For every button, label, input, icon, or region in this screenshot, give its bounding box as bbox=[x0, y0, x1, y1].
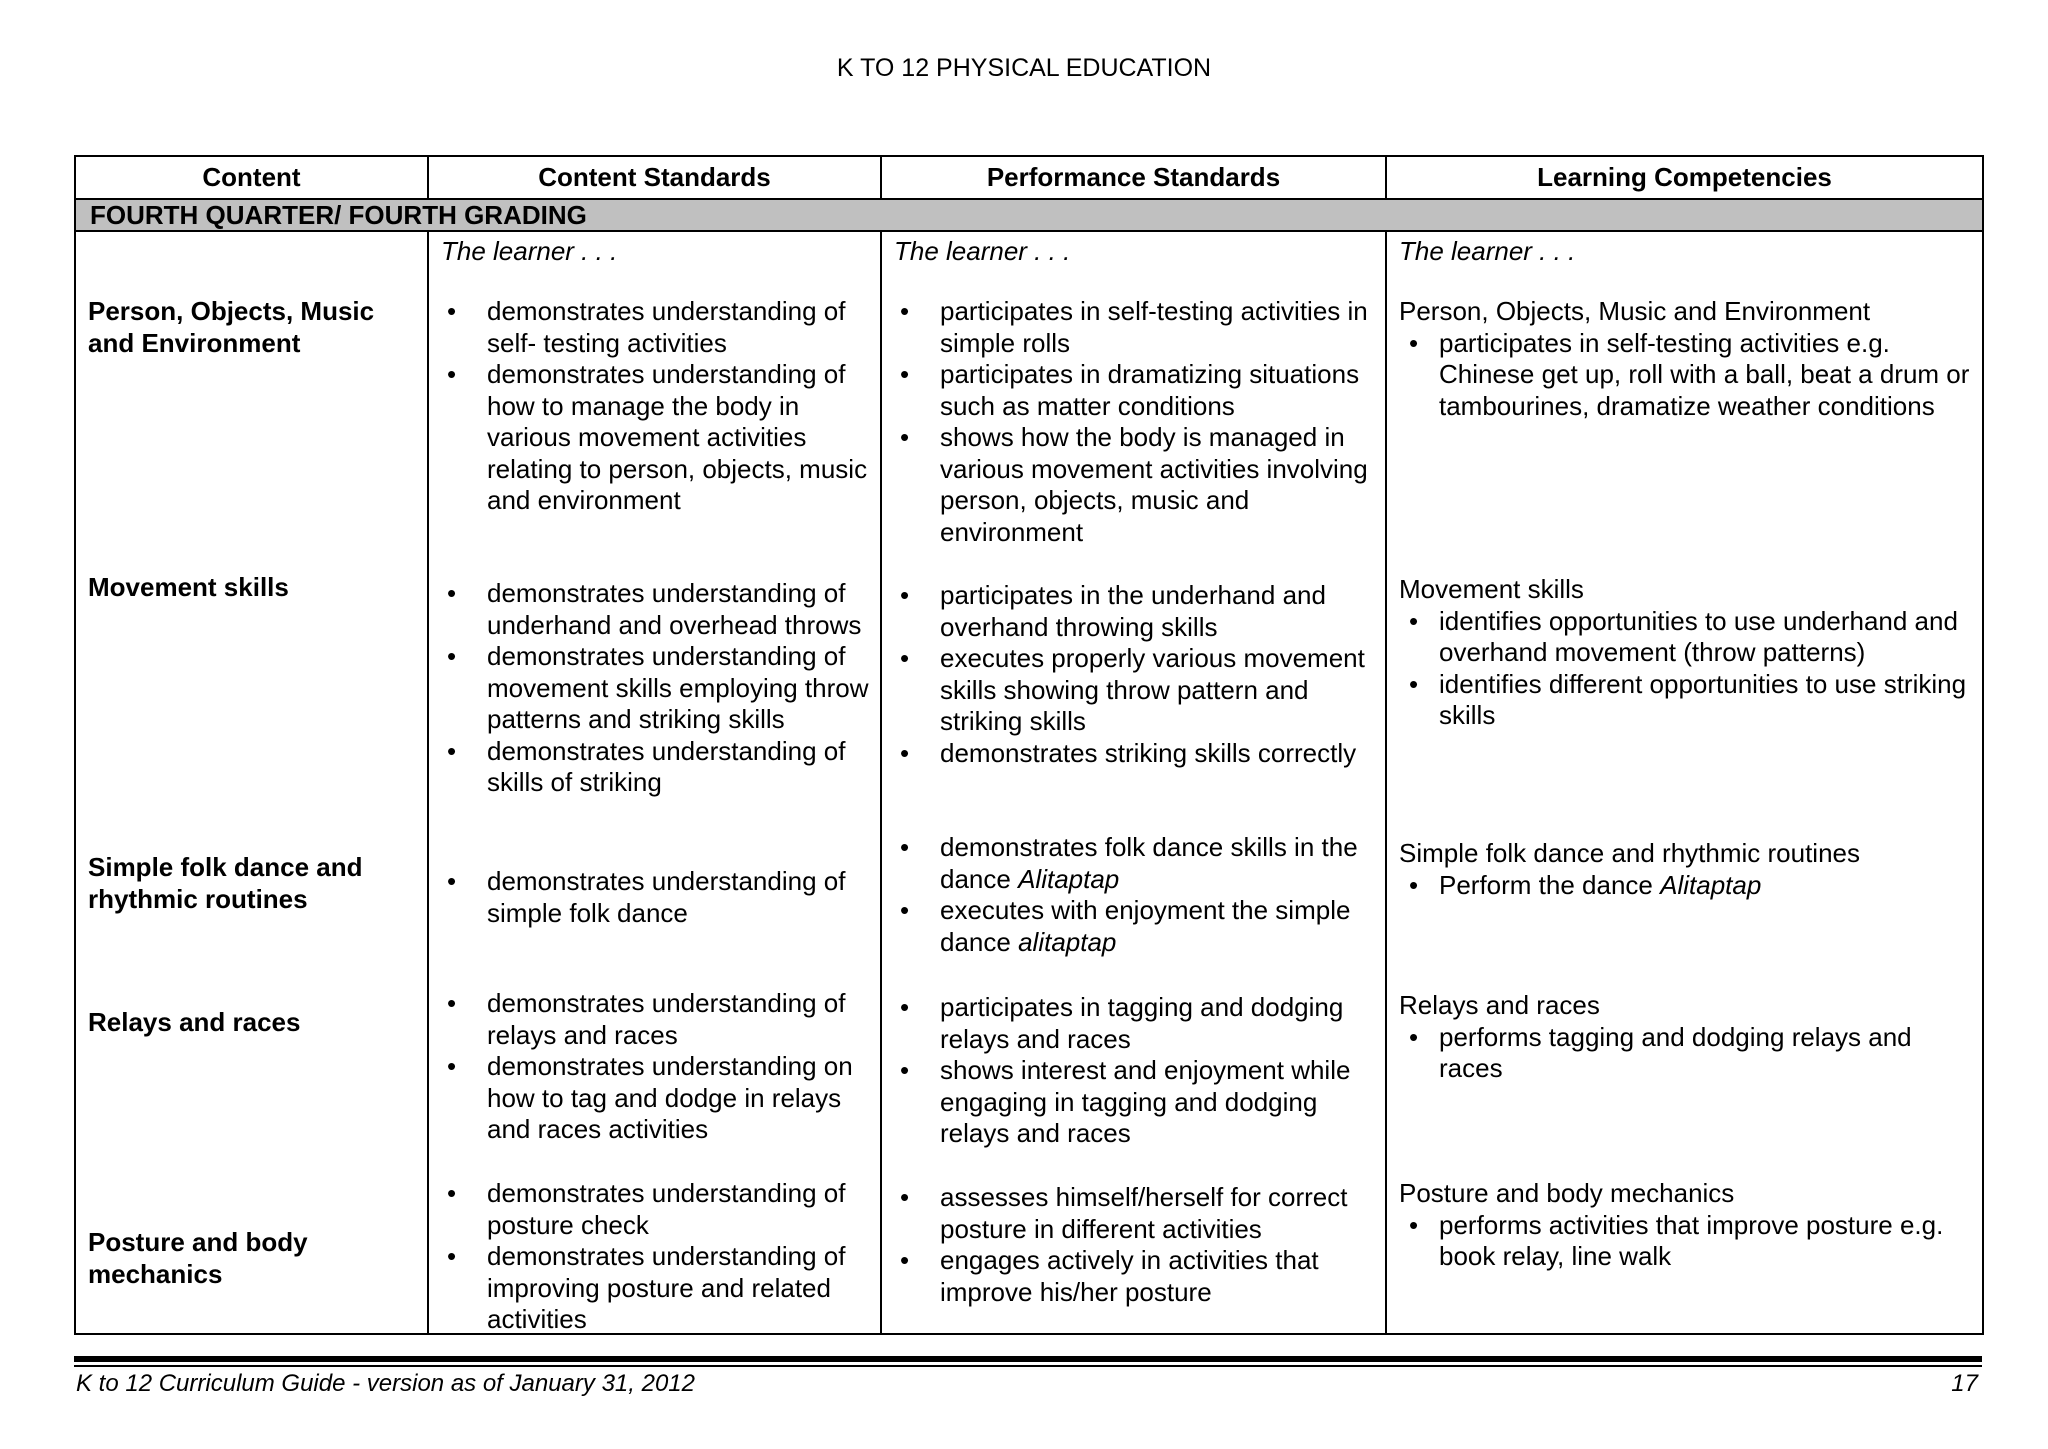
bullet-icon: • bbox=[447, 866, 457, 896]
topic-posture: Posture and body mechanics bbox=[88, 1227, 308, 1289]
column-header-content-standards: Content Standards bbox=[428, 156, 881, 199]
footer-version-note: K to 12 Curriculum Guide - version as of January 31, 2012 bbox=[76, 1370, 695, 1397]
column-header-content: Content bbox=[75, 156, 428, 199]
bullet-icon: • bbox=[447, 735, 457, 766]
list-item: • participates in self-testing activities in simple rolls bbox=[900, 296, 1368, 358]
page-number: 17 bbox=[1951, 1370, 1978, 1397]
content-standards-list-4 bbox=[441, 988, 874, 1146]
list-item: • demonstrates understanding of improving posture and related activities bbox=[447, 1241, 846, 1334]
learner-intro: The learner . . . bbox=[441, 236, 618, 266]
list-item: • performs activities that improve posture e.g. book relay, line walk bbox=[1409, 1209, 1944, 1271]
competency-block-4 bbox=[1399, 990, 1976, 1085]
content-standards-list-2 bbox=[441, 578, 874, 799]
competency-title: Posture and body mechanics bbox=[1399, 1178, 1735, 1208]
list-item: • executes properly various movement skills showing throw pattern and striking skills bbox=[900, 643, 1365, 736]
list-item: • performs tagging and dodging relays and races bbox=[1409, 1021, 1912, 1083]
bullet-icon: • bbox=[900, 895, 910, 925]
bullet-icon: • bbox=[900, 1245, 910, 1275]
content-standards-list-1 bbox=[441, 296, 874, 517]
topic-folk-dance: Simple folk dance and rhythmic routines bbox=[88, 852, 363, 914]
bullet-icon: • bbox=[447, 1241, 457, 1271]
list-item: • participates in dramatizing situations such as matter conditions bbox=[900, 359, 1360, 421]
performance-standards-list-3 bbox=[894, 832, 1381, 958]
bullet-icon: • bbox=[447, 1051, 457, 1081]
bullet-icon: • bbox=[1409, 1021, 1419, 1052]
quarter-label: FOURTH QUARTER/ FOURTH GRADING bbox=[75, 199, 1983, 231]
bullet-icon: • bbox=[1409, 605, 1419, 636]
competency-title: Simple folk dance and rhythmic routines bbox=[1399, 838, 1861, 868]
list-item: • demonstrates understanding of underhand and overhead throws bbox=[447, 578, 862, 640]
competency-block-2 bbox=[1399, 574, 1976, 732]
list-item: • demonstrates striking skills correctly bbox=[900, 737, 1357, 768]
bullet-icon: • bbox=[900, 359, 910, 389]
content-column bbox=[75, 231, 428, 1334]
competency-title: Relays and races bbox=[1399, 990, 1600, 1020]
competency-block-5 bbox=[1399, 1178, 1976, 1273]
bullet-icon: • bbox=[447, 578, 457, 608]
learner-intro: The learner . . . bbox=[894, 236, 1071, 266]
list-item: • demonstrates folk dance skills in the dance Alitaptap bbox=[900, 832, 1358, 894]
learner-intro: The learner . . . bbox=[1399, 236, 1576, 266]
footer-divider-thin bbox=[74, 1365, 1982, 1367]
list-item: • shows interest and enjoyment while engaging in tagging and dodging relays and races bbox=[900, 1055, 1351, 1148]
bullet-icon: • bbox=[900, 992, 910, 1022]
bullet-icon: • bbox=[900, 1182, 910, 1212]
footer-divider-thick bbox=[74, 1356, 1982, 1362]
performance-standards-list-2 bbox=[894, 580, 1381, 769]
bullet-icon: • bbox=[1409, 327, 1419, 358]
bullet-icon: • bbox=[900, 832, 910, 862]
bullet-icon: • bbox=[1409, 668, 1419, 699]
bullet-icon: • bbox=[447, 359, 457, 389]
bullet-icon: • bbox=[447, 988, 457, 1018]
table-body-row bbox=[75, 231, 1983, 1334]
learning-competencies-column bbox=[1386, 231, 1983, 1334]
bullet-icon: • bbox=[1409, 869, 1419, 900]
competency-block-1 bbox=[1399, 296, 1976, 422]
list-item: • identifies different opportunities to use striking skills bbox=[1409, 668, 1967, 730]
list-item: • demonstrates understanding of posture check bbox=[447, 1178, 846, 1240]
list-item: • demonstrates understanding of simple folk dance bbox=[447, 866, 846, 928]
topic-movement-skills: Movement skills bbox=[88, 572, 289, 602]
list-item: • participates in tagging and dodging relays and races bbox=[900, 992, 1344, 1054]
performance-standards-column bbox=[881, 231, 1386, 1334]
bullet-icon: • bbox=[900, 643, 910, 673]
list-item: • demonstrates understanding of movement skills employing throw patterns and striking skills bbox=[447, 641, 869, 734]
content-standards-column bbox=[428, 231, 881, 1334]
list-item: • shows how the body is managed in various movement activities involving person, objects, music and environment bbox=[900, 422, 1368, 547]
quarter-row bbox=[75, 199, 1983, 231]
bullet-icon: • bbox=[900, 737, 910, 768]
list-item: • assesses himself/herself for correct posture in different activities bbox=[900, 1182, 1348, 1244]
bullet-icon: • bbox=[900, 422, 910, 452]
bullet-icon: • bbox=[900, 580, 910, 610]
list-item: • participates in self-testing activities e.g. Chinese get up, roll with a ball, beat a drum or tambourines, dramatize weather conditions bbox=[1409, 327, 1970, 421]
topic-relays-races: Relays and races bbox=[88, 1007, 301, 1037]
list-item: • demonstrates understanding of skills of striking bbox=[447, 735, 846, 797]
column-header-performance-standards: Performance Standards bbox=[881, 156, 1386, 199]
bullet-icon: • bbox=[900, 296, 910, 326]
list-item: • demonstrates understanding of relays and races bbox=[447, 988, 846, 1050]
list-item: • demonstrates understanding of how to manage the body in various movement activities relating to person, objects, music and environment bbox=[447, 359, 868, 515]
competency-title: Movement skills bbox=[1399, 574, 1584, 604]
performance-standards-list-4 bbox=[894, 992, 1381, 1150]
table-header-row bbox=[75, 156, 1983, 199]
bullet-icon: • bbox=[900, 1055, 910, 1085]
list-item: • demonstrates understanding of self- testing activities bbox=[447, 296, 846, 358]
content-standards-list-3 bbox=[441, 866, 874, 929]
list-item: • demonstrates understanding on how to tag and dodge in relays and races activities bbox=[447, 1051, 853, 1144]
list-item: • participates in the underhand and overhand throwing skills bbox=[900, 580, 1326, 642]
competency-title: Person, Objects, Music and Environment bbox=[1399, 296, 1871, 326]
competency-block-3 bbox=[1399, 838, 1976, 901]
list-item: • engages actively in activities that improve his/her posture bbox=[900, 1245, 1319, 1307]
list-item: • identifies opportunities to use underhand and overhand movement (throw patterns) bbox=[1409, 605, 1958, 667]
list-item: • executes with enjoyment the simple dance alitaptap bbox=[900, 895, 1351, 957]
bullet-icon: • bbox=[447, 296, 457, 326]
topic-person-objects: Person, Objects, Music and Environment bbox=[88, 296, 375, 358]
bullet-icon: • bbox=[447, 641, 457, 671]
column-header-learning-competencies: Learning Competencies bbox=[1386, 156, 1983, 199]
curriculum-table bbox=[74, 155, 1984, 1335]
list-item: • Perform the dance Alitaptap bbox=[1409, 869, 1762, 900]
bullet-icon: • bbox=[447, 1178, 457, 1208]
content-standards-list-5 bbox=[441, 1178, 874, 1336]
performance-standards-list-1 bbox=[894, 296, 1381, 548]
performance-standards-list-5 bbox=[894, 1182, 1381, 1308]
bullet-icon: • bbox=[1409, 1209, 1419, 1240]
page-header-title: K TO 12 PHYSICAL EDUCATION bbox=[836, 54, 1212, 82]
